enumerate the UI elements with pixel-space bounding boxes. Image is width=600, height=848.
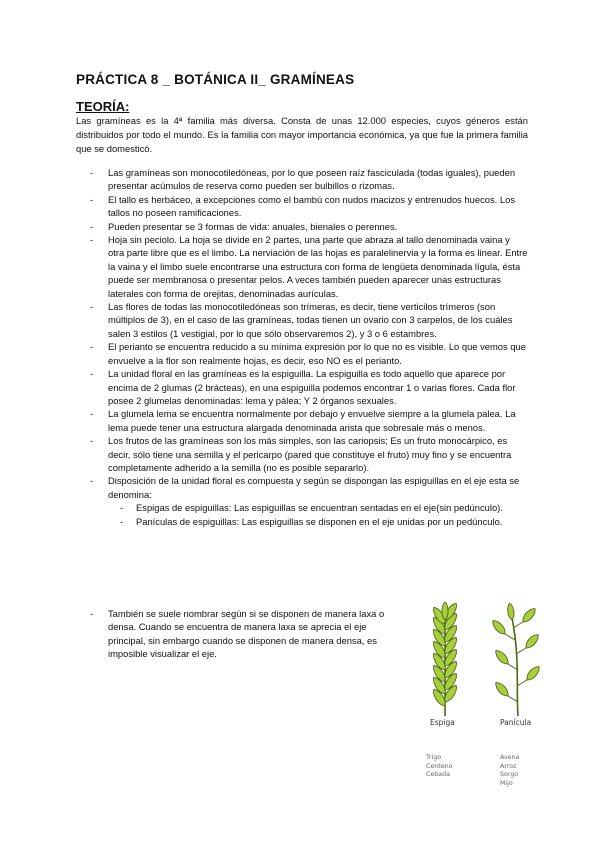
bullet-item bbox=[76, 220, 528, 233]
sub-bullet-item bbox=[108, 515, 528, 528]
panicula-spikelet bbox=[490, 618, 507, 636]
section-heading-teoria: TEORÍA: bbox=[76, 99, 130, 114]
bullet-item bbox=[76, 407, 528, 434]
panicula-label: Panícula bbox=[500, 718, 532, 727]
sub-bullet-marker: - bbox=[120, 515, 124, 527]
bullet-item bbox=[76, 367, 528, 407]
panicula-spikelet bbox=[523, 632, 540, 650]
sub-bullet-text: Espigas de espiguillas: Las espiguillas se encuentran sentadas en el eje(sin pedúnculo). bbox=[136, 502, 503, 514]
espiga-label: Espiga bbox=[430, 718, 455, 727]
panicula-spikelet bbox=[520, 606, 537, 624]
bullet-item bbox=[76, 434, 528, 474]
bullet-marker: - bbox=[90, 408, 94, 420]
intro-paragraph: Las gramíneas es la 4ª familia más diversa. Consta de unas 12.000 especies, cuyos géneros están distribuidos por todo el mundo. Es la familia con mayor importancia económica, ya que fue la primera familia que se domesticó. bbox=[76, 115, 528, 154]
bullet-marker: - bbox=[90, 475, 94, 487]
bullet-text: Los frutos de las gramíneas son los más simples, son las cariopsis; Es un fruto monocárpico, es decir, sólo tiene una semilla y el pericarpo (pared que constituye el fruto) muy fino y se encuentra completamente adherido a la semilla (no es posible separarlo). bbox=[108, 435, 512, 473]
sub-bullet-text: Panículas de espiguillas: Las espiguillas se disponen en el eje unidas por un pedúnculo. bbox=[136, 515, 503, 527]
bullet-text: El tallo es herbáceo, a excepciones como el bambú con nudos macizos y entrenudos huecos. Los tallos no poseen ramificaciones. bbox=[108, 193, 516, 219]
espiga-spikelet bbox=[442, 602, 448, 620]
panicula-pedicel bbox=[508, 696, 518, 702]
page-title: PRÁCTICA 8 _ BOTÁNICA II_ GRAMÍNEAS bbox=[76, 72, 355, 87]
bullet-marker: - bbox=[90, 435, 94, 447]
panicula-pedicel bbox=[517, 680, 527, 686]
panicula-pedicel bbox=[505, 634, 515, 640]
espiga-example: Cebada bbox=[426, 771, 450, 779]
bullet-text: Las flores de todas las monocotiledóneas son trímeras, es decir, tiene verticilos trímeros (son múltiplos de 3), en el caso de las gramíneas, todas tienen un ovario con 3 carpelos, de los cuáles salen 3 estilos (1 vestigial, por lo que sólo observaremos 2), y 3 o 6 estambres. bbox=[108, 301, 513, 339]
panicula-example: Arroz bbox=[500, 762, 517, 770]
bullet-text: La unidad floral en las gramíneas es la espiguilla. La espiguilla es todo aquello que aparece por encima de 2 glumas (2 brácteas), en una espiguilla podemos encontrar 1 o varias flores. Cada flor posee 2 glumelas denominadas: lema y pálea; Y 2 órganos sexuales. bbox=[108, 368, 516, 406]
panicula-example: Mijo bbox=[500, 779, 513, 787]
bullet-item bbox=[76, 340, 528, 367]
bullet-marker: - bbox=[90, 341, 94, 353]
sub-bullet-list bbox=[108, 501, 528, 528]
bullet-item bbox=[76, 193, 528, 220]
panicula-example: Avena bbox=[500, 754, 520, 761]
bullet-marker: - bbox=[90, 234, 94, 246]
bullet-item bbox=[76, 474, 528, 528]
sub-bullet-item bbox=[108, 501, 528, 514]
bullet-item bbox=[76, 300, 528, 340]
panicula-pedicel bbox=[513, 622, 523, 628]
panicula-spikelet bbox=[507, 603, 515, 621]
bullet-list bbox=[76, 166, 528, 528]
sub-bullet-marker: - bbox=[120, 502, 124, 514]
panicula-spikelet bbox=[493, 680, 510, 698]
bullet-text: Pueden presentar se 3 formas de vida: anuales, bienales o perennes. bbox=[108, 220, 398, 232]
bullet-text: La glumela lema se encuentra normalmente por debajo y envuelve siempre a la glumela palea. La lema puede tener una estructura alargada denominada arista que sobresale más o menos. bbox=[108, 408, 516, 433]
espiga-examples bbox=[426, 754, 452, 780]
panicula-example: Sorgo bbox=[500, 771, 519, 779]
bullet-marker: - bbox=[90, 193, 94, 205]
bullet-marker: - bbox=[90, 167, 94, 178]
final-bullet-text: También se suele nombrar según si se disponen de manera laxa o densa. Cuando se encuentra de manera laxa se aprecia el eje principal, sin embargo cuando se disponen de manera densa, es imposible visualizar el eje. bbox=[108, 608, 385, 660]
bullet-text: El perianto se encuentra reducido a su mínima expresión por lo que no es visible. Lo que vemos que envuelve a la flor son realmente hojas, es decir, eso NO es el perianto. bbox=[108, 341, 526, 366]
espiga-example: Trigo bbox=[426, 754, 442, 761]
panicula-pedicel bbox=[516, 648, 526, 654]
bullet-text: Disposición de la unidad floral es compuesta y según se dispongan las espiguillas en el eje esta se denomina: bbox=[108, 475, 520, 500]
bullet-marker: - bbox=[90, 368, 94, 380]
espiga-example: Centeno bbox=[426, 762, 453, 770]
bullet-marker: - bbox=[90, 301, 94, 313]
bullet-marker: - bbox=[90, 608, 94, 619]
panicula-examples bbox=[500, 754, 519, 788]
bullet-text: Hoja sin peciolo. La hoja se divide en 2 partes, una parte que abraza al tallo denominada vaina y otra parte libre que es el limbo. La nerviación de las hojas es paralelinervia y la forma es linear. Entre la vaina y el limbo suele encontrarse una estructura con forma de lengüeta denominada lígula, ésta puede ser membranosa o presentar pelos. A veces también pueden aparecer unas estructuras laterales con forma de orejitas, denominadas aurículas. bbox=[108, 234, 528, 299]
bullet-item bbox=[76, 233, 528, 300]
panicula-spikelet bbox=[493, 648, 510, 666]
bullet-text: Las gramíneas son monocotiledóneas, por lo que poseen raíz fasciculada (todas iguales), pueden presentar acúmulos de reserva como pueden ser bulbillos o rizomas. bbox=[108, 167, 516, 192]
final-bullet bbox=[76, 607, 406, 661]
panicula-spikelet bbox=[524, 664, 541, 682]
bullet-marker: - bbox=[90, 220, 94, 232]
bullet-item bbox=[76, 166, 528, 193]
inflorescence-figure bbox=[408, 598, 558, 808]
